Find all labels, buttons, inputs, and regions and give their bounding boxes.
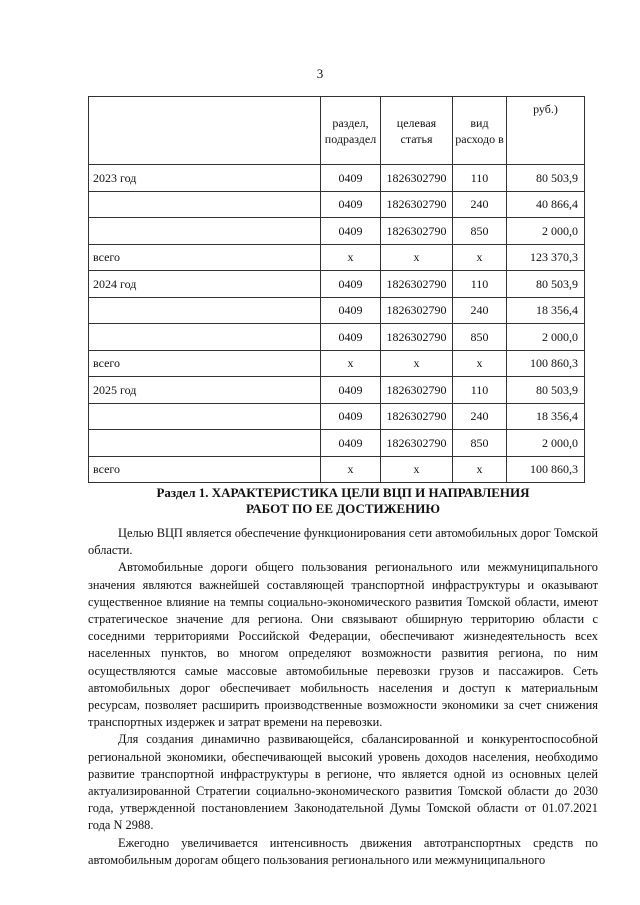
cell-expense-type: 110 bbox=[453, 165, 507, 192]
cell-expense-type: 110 bbox=[453, 377, 507, 404]
cell-label: всего bbox=[89, 350, 321, 377]
cell-label: всего bbox=[89, 244, 321, 271]
table-row bbox=[89, 403, 585, 430]
section-title-line: Раздел 1. ХАРАКТЕРИСТИКА ЦЕЛИ ВЦП И НАПРАВЛЕНИЯ bbox=[156, 485, 530, 500]
table-row bbox=[89, 350, 585, 377]
cell-target-article: 1826302790 bbox=[381, 165, 453, 192]
cell-label bbox=[89, 403, 321, 430]
cell-expense-type: 850 bbox=[453, 218, 507, 245]
cell-amount: 100 860,3 bbox=[507, 350, 585, 377]
cell-amount: 18 356,4 bbox=[507, 403, 585, 430]
cell-target-article: 1826302790 bbox=[381, 377, 453, 404]
cell-expense-type: 110 bbox=[453, 271, 507, 298]
cell-expense-type: 240 bbox=[453, 191, 507, 218]
cell-section: x bbox=[321, 350, 381, 377]
table-row bbox=[89, 377, 585, 404]
cell-section: 0409 bbox=[321, 218, 381, 245]
cell-expense-type: x bbox=[453, 456, 507, 483]
cell-section: x bbox=[321, 244, 381, 271]
section-title-line: РАБОТ ПО ЕЕ ДОСТИЖЕНИЮ bbox=[245, 501, 441, 516]
cell-expense-type: x bbox=[453, 244, 507, 271]
cell-amount: 100 860,3 bbox=[507, 456, 585, 483]
cell-target-article: 1826302790 bbox=[381, 297, 453, 324]
cell-label bbox=[89, 324, 321, 351]
table-row bbox=[89, 271, 585, 298]
cell-amount: 18 356,4 bbox=[507, 297, 585, 324]
cell-amount: 80 503,9 bbox=[507, 271, 585, 298]
section-title bbox=[88, 485, 598, 517]
cell-target-article: 1826302790 bbox=[381, 191, 453, 218]
cell-label bbox=[89, 430, 321, 457]
header-expense-type: вид расходо в bbox=[453, 97, 507, 165]
paragraph: Ежегодно увеличивается интенсивность движения автотранспортных средств по автомобильным дорогам общего пользования регионального или межмуниципального bbox=[88, 835, 598, 867]
cell-label bbox=[89, 297, 321, 324]
cell-amount: 2 000,0 bbox=[507, 430, 585, 457]
budget-table bbox=[88, 96, 585, 483]
paragraph: Для создания динамично развивающейся, сбалансированной и конкурентоспособной региональной экономики, обеспечивающей высокий уровень доходов населения, необходимо развитие транспортной инфраструктуры в регионе, что является одной из основных целей актуализированной Стратегии социально-экономического развития Томской области до 2030 года, утвержденной постановлением Законодательной Думы Томской области от 01.07.2021 года N 2988. bbox=[88, 732, 598, 833]
cell-amount: 2 000,0 bbox=[507, 218, 585, 245]
cell-expense-type: 850 bbox=[453, 324, 507, 351]
cell-target-article: x bbox=[381, 244, 453, 271]
cell-target-article: 1826302790 bbox=[381, 324, 453, 351]
cell-section: x bbox=[321, 456, 381, 483]
cell-amount: 40 866,4 bbox=[507, 191, 585, 218]
table-row bbox=[89, 191, 585, 218]
cell-target-article: 1826302790 bbox=[381, 403, 453, 430]
cell-amount: 80 503,9 bbox=[507, 377, 585, 404]
cell-target-article: 1826302790 bbox=[381, 430, 453, 457]
cell-label: 2023 год bbox=[89, 165, 321, 192]
table-row bbox=[89, 456, 585, 483]
cell-target-article: x bbox=[381, 456, 453, 483]
cell-section: 0409 bbox=[321, 271, 381, 298]
cell-section: 0409 bbox=[321, 191, 381, 218]
cell-section: 0409 bbox=[321, 377, 381, 404]
table-row bbox=[89, 218, 585, 245]
cell-section: 0409 bbox=[321, 165, 381, 192]
cell-target-article: 1826302790 bbox=[381, 218, 453, 245]
cell-label: 2024 год bbox=[89, 271, 321, 298]
header-label bbox=[89, 97, 321, 165]
table-row bbox=[89, 297, 585, 324]
table-row bbox=[89, 244, 585, 271]
paragraph: Автомобильные дороги общего пользования регионального или межмуниципального значения являются важнейшей составляющей транспортной инфраструктуры и оказывают существенное влияние на темпы социально-экономического развития Томской области, имеют стратегическое значение для региона. Они связывают обширную территорию области с соседними территориями Российской Федерации, обеспечивают жизнедеятельность всех населенных пунктов, во многом определяют возможности развития региона, по ним осуществляются самые массовые автомобильные перевозки грузов и пассажиров. Сеть автомобильных дорог обеспечивает мобильность населения и доступ к материальным ресурсам, позволяет расширить производственные возможности экономики за счет снижения транспортных издержек и затрат времени на перевозки. bbox=[88, 560, 598, 730]
cell-amount: 2 000,0 bbox=[507, 324, 585, 351]
cell-target-article: 1826302790 bbox=[381, 271, 453, 298]
page-number: 3 bbox=[316, 66, 324, 81]
cell-expense-type: 240 bbox=[453, 403, 507, 430]
cell-expense-type: x bbox=[453, 350, 507, 377]
table-row bbox=[89, 165, 585, 192]
table-row bbox=[89, 430, 585, 457]
section-body bbox=[88, 525, 598, 869]
cell-section: 0409 bbox=[321, 297, 381, 324]
cell-expense-type: 240 bbox=[453, 297, 507, 324]
cell-target-article: x bbox=[381, 350, 453, 377]
cell-label: 2025 год bbox=[89, 377, 321, 404]
cell-expense-type: 850 bbox=[453, 430, 507, 457]
table-body bbox=[89, 165, 585, 483]
paragraph: Целью ВЦП является обеспечение функционирования сети автомобильных дорог Томской области. bbox=[88, 526, 598, 558]
cell-section: 0409 bbox=[321, 403, 381, 430]
cell-label bbox=[89, 218, 321, 245]
cell-section: 0409 bbox=[321, 430, 381, 457]
cell-amount: 80 503,9 bbox=[507, 165, 585, 192]
header-target-article: целевая статья bbox=[381, 97, 453, 165]
cell-label: всего bbox=[89, 456, 321, 483]
cell-section: 0409 bbox=[321, 324, 381, 351]
table-row bbox=[89, 324, 585, 351]
header-rub: руб.) bbox=[507, 97, 585, 165]
table-header-row bbox=[89, 97, 585, 165]
cell-label bbox=[89, 191, 321, 218]
header-section: раздел, подраздел bbox=[321, 97, 381, 165]
cell-amount: 123 370,3 bbox=[507, 244, 585, 271]
